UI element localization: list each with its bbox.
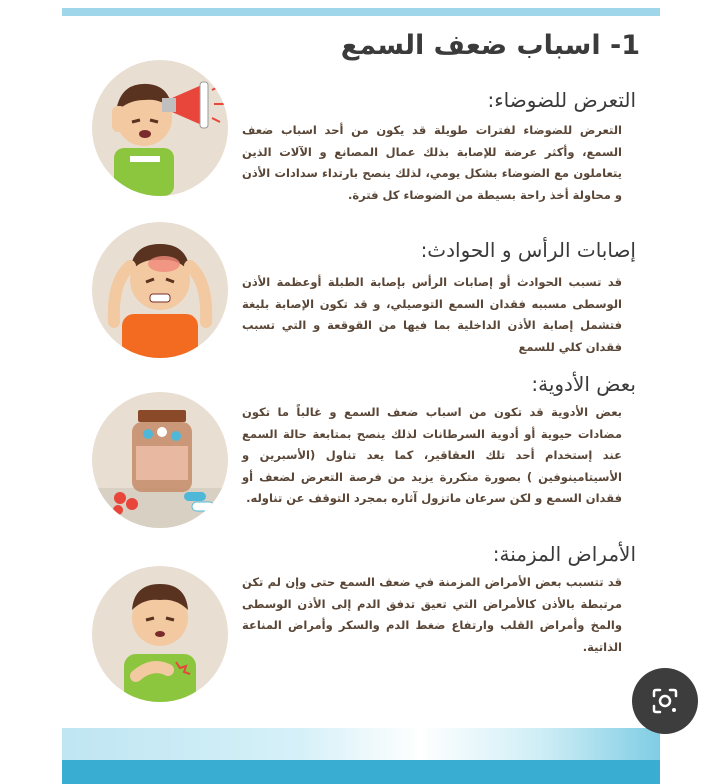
boy-megaphone-illustration: [92, 60, 228, 196]
section-heading: بعض الأدوية:: [531, 372, 636, 396]
noise-illustration: [92, 60, 228, 196]
chronic-disease-illustration: [92, 566, 228, 702]
boy-head-pain-illustration: [92, 222, 228, 358]
section-heading: إصابات الرأس و الحوادث:: [420, 238, 636, 262]
head-injury-illustration: [92, 222, 228, 358]
section-text: بعض الأدوية قد تكون من اسباب ضعف السمع و غالباً ما تكون مضادات حيوية أو أدوية السرطانات لذلك ينصح بمتابعة حالة السمع عند إستخدام أحد تلك العقاقير، كما يعد تناول (الأسبرين و الأسيتامينوفين ) بصورة متكررة يزيد من فرصة التعرض لضعف أو فقدان السمع و لكن سرعان ماتزول آثاره بمجرد التوقف عن تناوله.: [242, 405, 622, 505]
section-heading: التعرض للضوضاء:: [487, 88, 636, 112]
infographic-page: [62, 0, 660, 784]
medicine-jar-pills-illustration: [92, 392, 228, 528]
boy-chest-pain-illustration: [92, 566, 228, 702]
google-lens-icon: [650, 686, 680, 716]
section-text: التعرض للضوضاء لفترات طويلة قد يكون من أحد اسباب ضعف السمع، وأكثر عرضة للإصابة بذلك عمال المصانع و الآلات الذين يتعاملون مع الضوضاء بشكل يومي، لذلك ينصح بارتداء سدادات الأذن و محاولة أخذ راحة بسيطة من الضوضاء كل فترة.: [242, 123, 622, 202]
medications-illustration: [92, 392, 228, 528]
section-text: قد تسبب الحوادث أو إصابات الرأس بإصابة الطبلة أوعظمة الأذن الوسطى مسببه فقدان السمع التوصيلي، و قد تكون الإصابة بليغة فتشمل إصابة الأذن الداخلية بما فيها من القوقعة و التي تسبب فقدان كلي للسمع: [242, 275, 622, 354]
google-lens-button[interactable]: [632, 668, 698, 734]
top-accent-bar: [62, 8, 660, 16]
section-text: قد تتسبب بعض الأمراض المزمنة في ضعف السمع حتى وإن لم تكن مرتبطة بالأذن كالأمراض التي تعيق تدفق الدم إلى الأذن الوسطى والمخ وأمراض القلب وارتفاع ضغط الدم والسكر وأمراض المناعة الذاتية.: [242, 575, 622, 654]
section-heading: الأمراض المزمنة:: [492, 542, 636, 566]
page-title: 1- اسباب ضعف السمع: [340, 30, 640, 61]
bottom-accent-bar: [62, 760, 660, 784]
